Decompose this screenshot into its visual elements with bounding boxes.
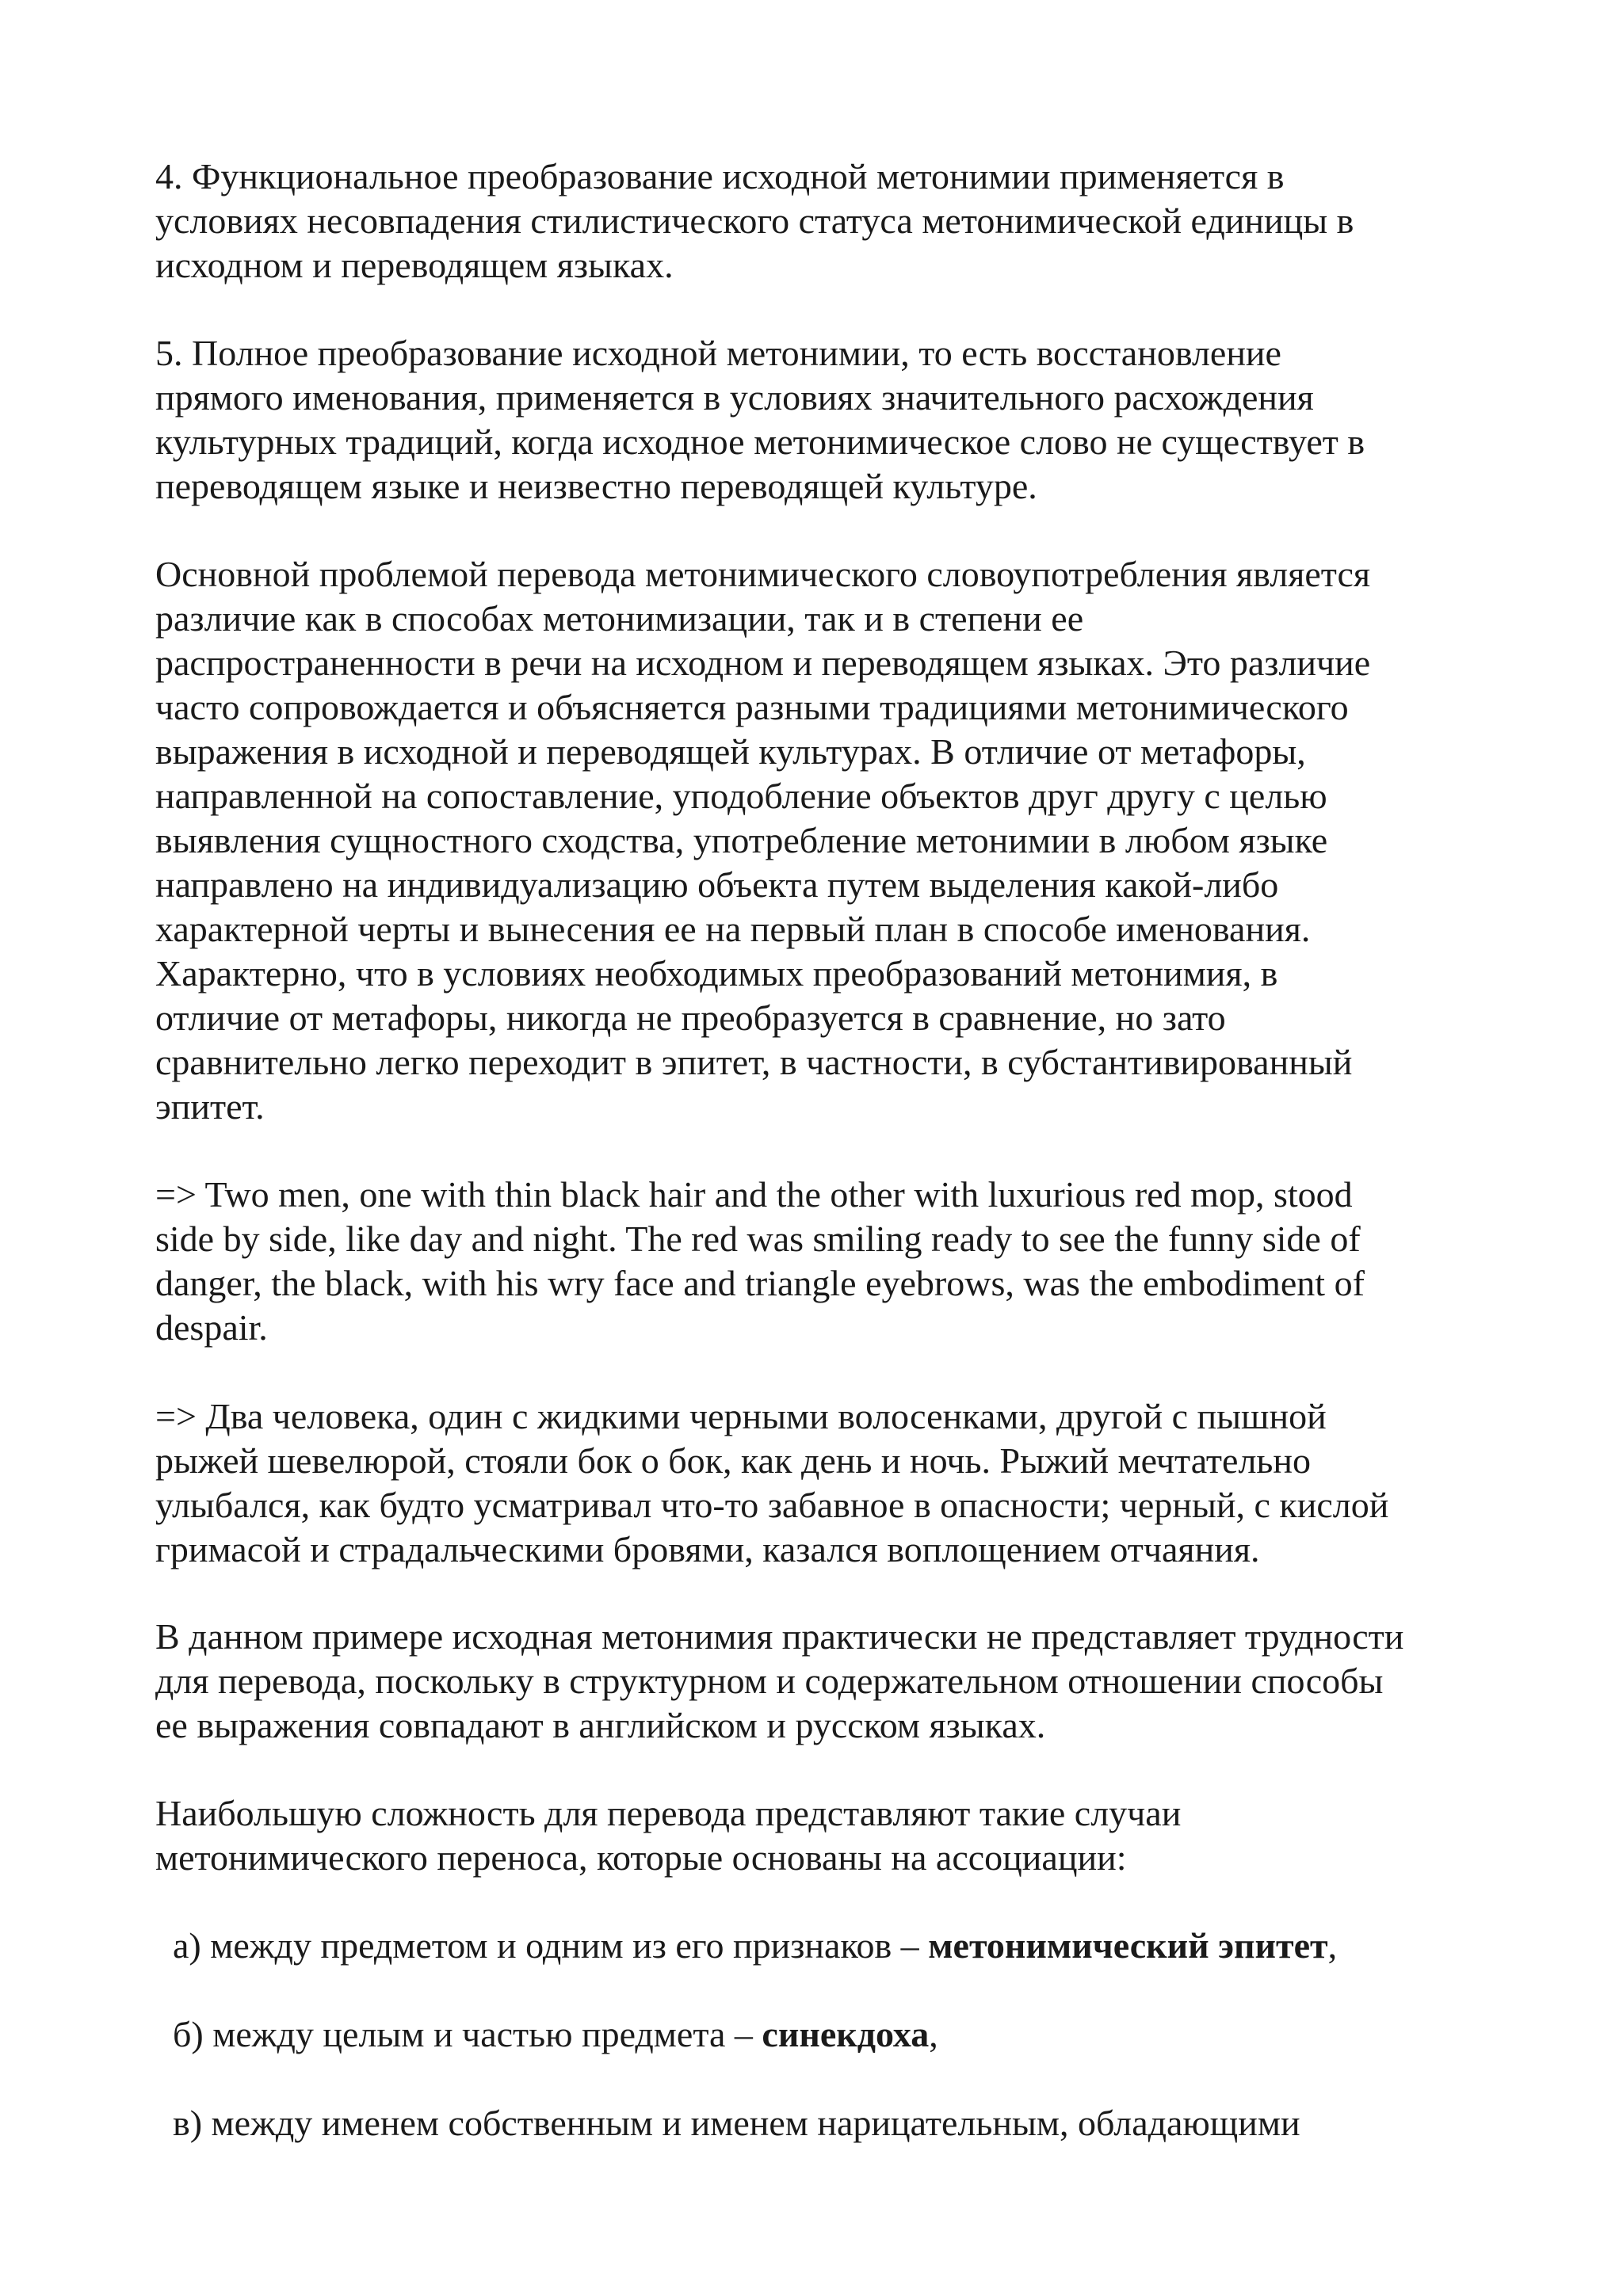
paragraph-example-comment: В данном примере исходная метонимия практически не представляет трудности для перевода, поскольку в структурном и содержательном отношении способы ее выражения совпадают в английском и русском языках. — [155, 1616, 1404, 1745]
list-item-tail: , — [1327, 1925, 1338, 1966]
list-item-metonymic-epithet — [173, 1924, 1337, 1968]
list-item-proper-common-name — [173, 2101, 1300, 2145]
list-item-text: а) между предметом и одним из его признаков – — [173, 1925, 929, 1966]
list-item-tail: , — [929, 2014, 938, 2054]
paragraph-english-example: => Two men, one with thin black hair and the other with luxurious red mop, stood side by side, like day and night. The red was smiling ready to see the funny side of danger, the black, with his wry face and triangle eyebrows, was the embodiment of despair. — [155, 1174, 1365, 1348]
list-item-text: в) между именем собственным и именем нарицательным, обладающими — [173, 2103, 1300, 2143]
paragraph-main-problem: Основной проблемой перевода метонимического словоупотребления является различие как в способах метонимизации, так и в степени ее распространенности в речи на исходном и переводящем языках. Это различие часто сопровождается и объясняется разными традициями метонимического выражения в исходной и переводящей культурах. В отличие от метафоры, направленной на сопоставление, уподобление объектов друг другу с целью выявления сущностного сходства, употребление метонимии в любом языке направлено на индивидуализацию объекта путем выделения какой-либо характерной черты и вынесения ее на первый план в способе именования. Характерно, что в условиях необходимых преобразований метонимия, в отличие от метафоры, никогда не преобразуется в сравнение, но зато сравнительно легко переходит в эпитет, в частности, в субстантивированный эпитет. — [155, 554, 1371, 1127]
list-item-text: б) между целым и частью предмета – — [173, 2014, 762, 2054]
paragraph-complex-cases: Наибольшую сложность для перевода представляют такие случаи метонимического переноса, которые основаны на ассоциации: — [155, 1793, 1182, 1878]
paragraph-full-transformation: 5. Полное преобразование исходной метонимии, то есть восстановление прямого именования, применяется в условиях значительного расхождения культурных традиций, когда исходное метонимическое слово не существует в переводящем языке и неизвестно переводящей культуре. — [155, 333, 1365, 506]
list-item-term: метонимический эпитет — [928, 1925, 1328, 1966]
list-item-term: синекдоха — [762, 2014, 930, 2054]
paragraph-russian-translation: => Два человека, один с жидкими черными волосенками, другой с пышной рыжей шевелюрой, стояли бок о бок, как день и ночь. Рыжий мечтательно улыбался, как будто усматривал что-то забавное в опасности; черный, с кислой гримасой и страдальческими бровями, казался воплощением отчаяния. — [155, 1396, 1389, 1569]
list-item-synecdoche — [173, 2012, 938, 2057]
paragraph-functional-transformation: 4. Функциональное преобразование исходной метонимии применяется в условиях несовпадения стилистического статуса метонимической единицы в исходном и переводящем языках. — [155, 156, 1354, 285]
